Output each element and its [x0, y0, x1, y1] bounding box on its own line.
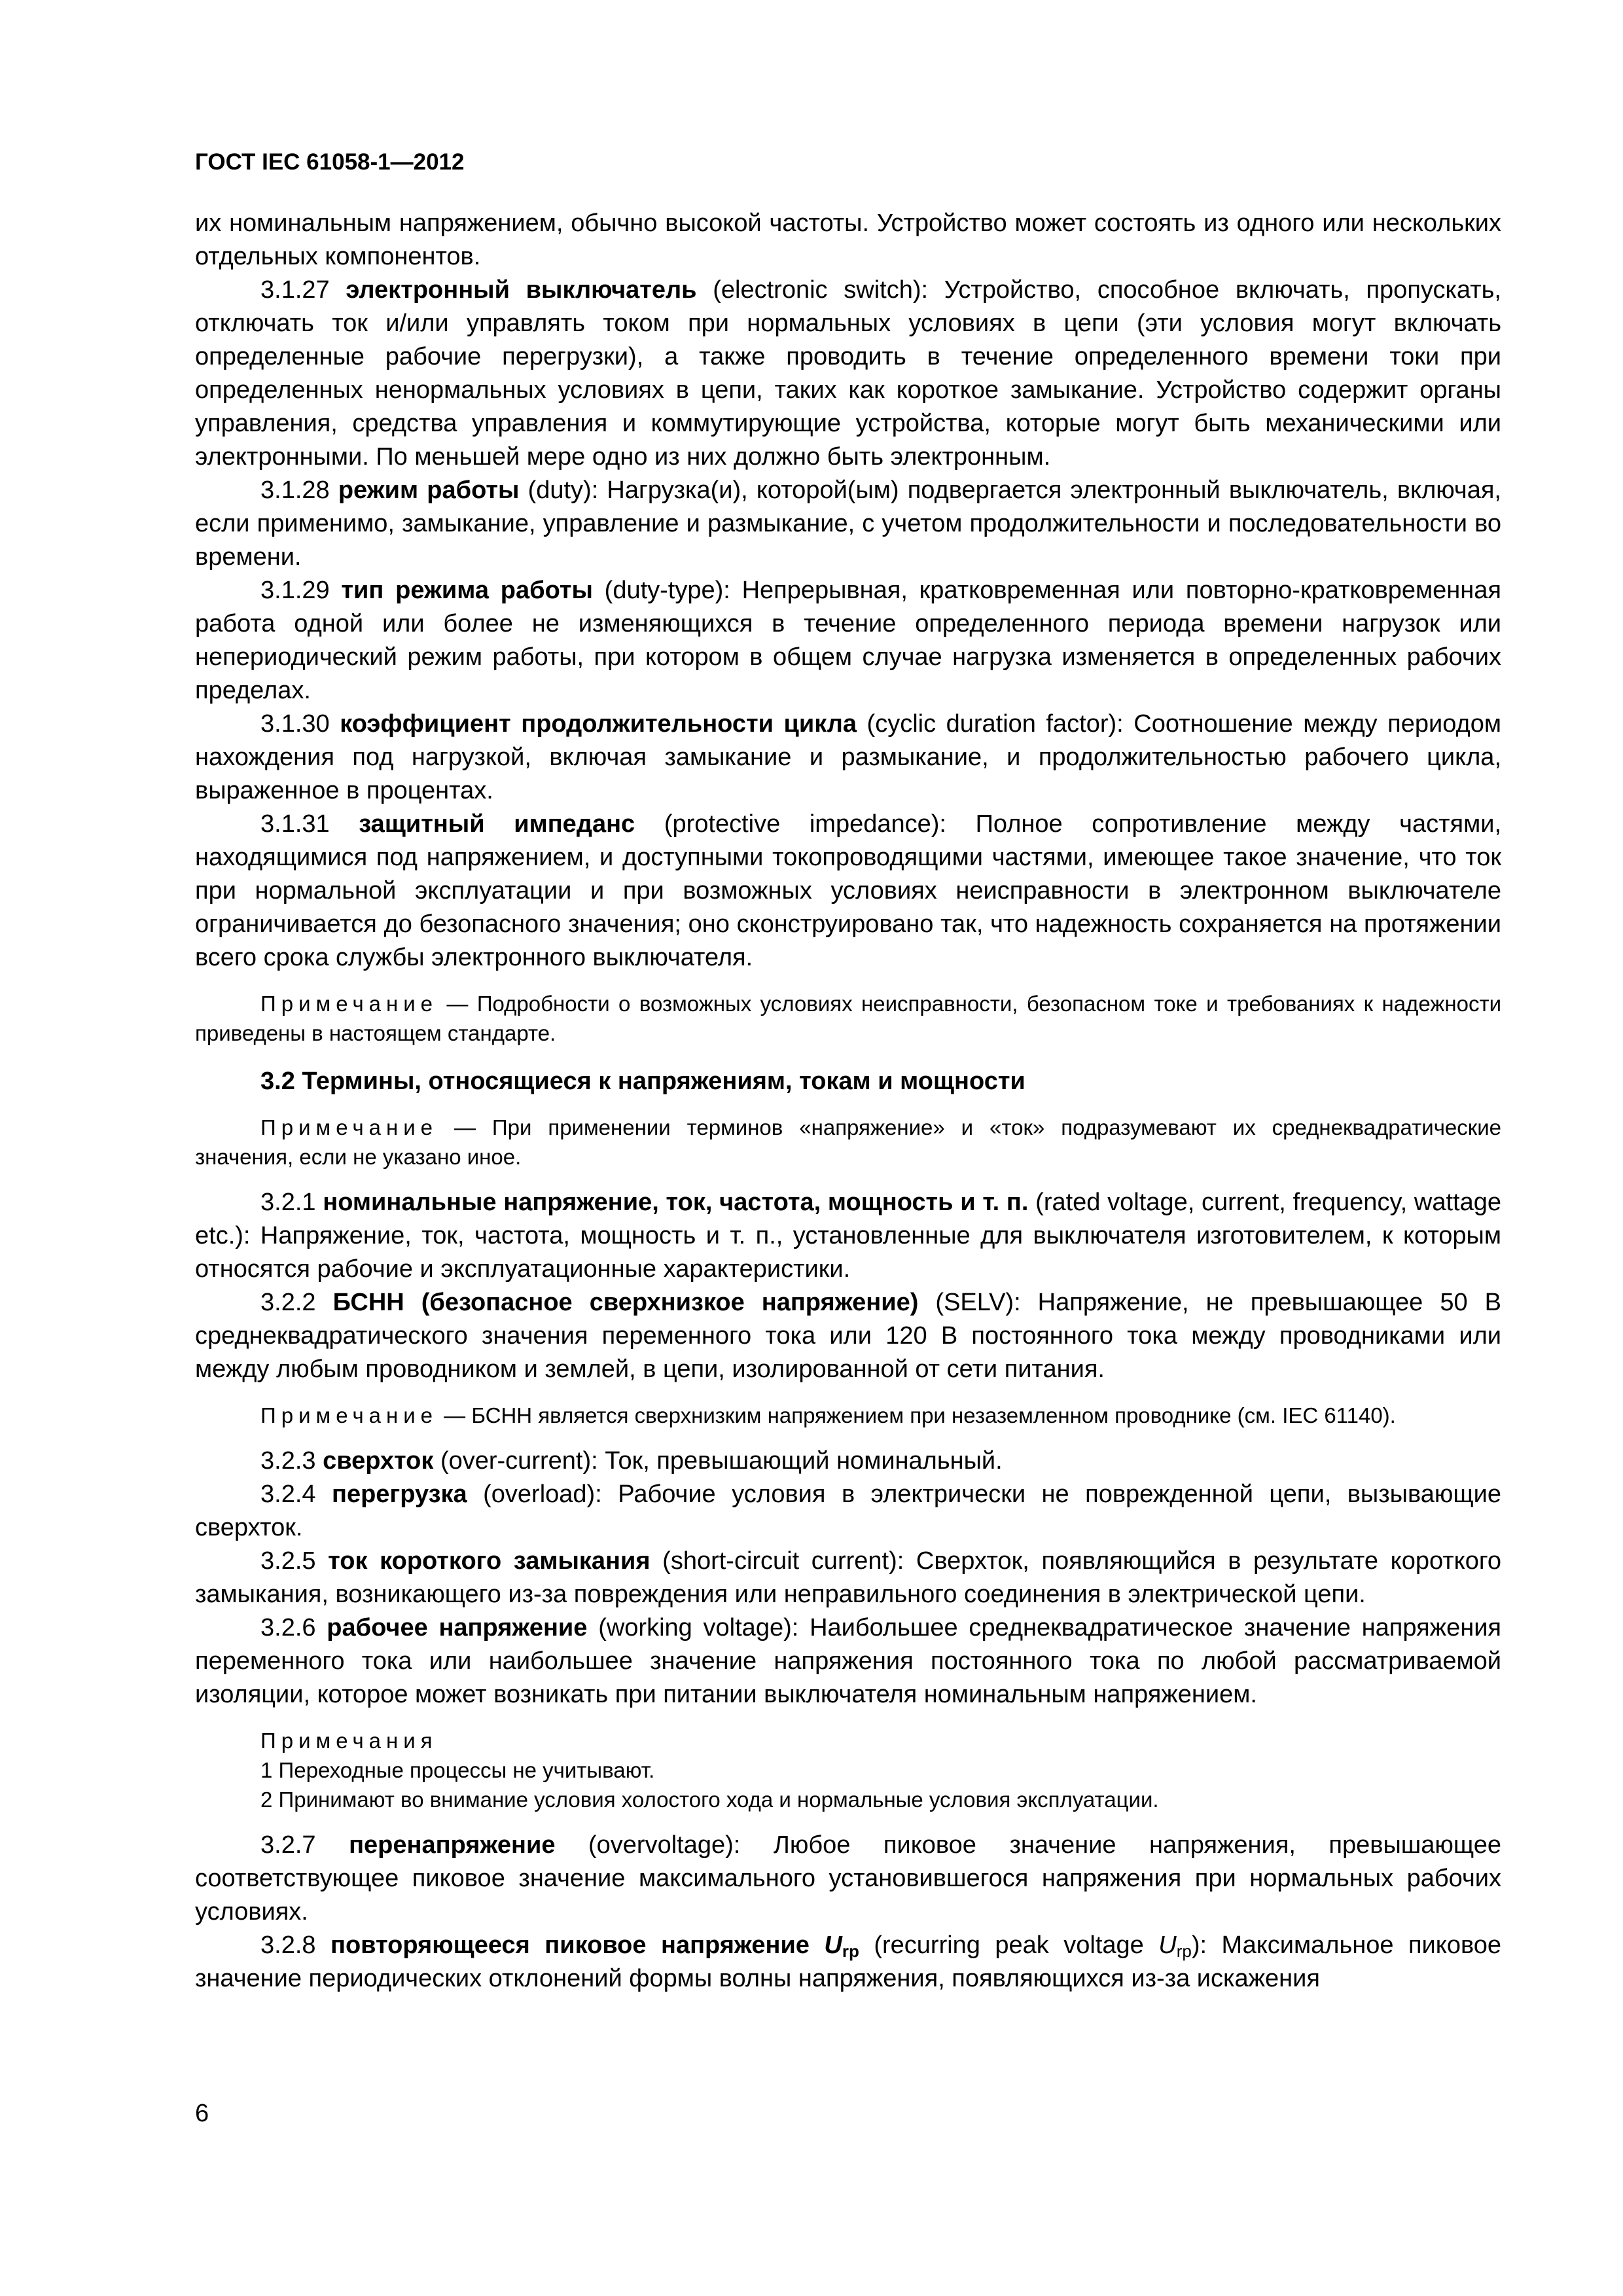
term-3-1-31: 3.1.31 защитный импеданс (protective impedance): Полное сопротивление между частями, находящимися под напряжением, и доступными токопроводящими частями, имеющее такое значение, что ток при нормальной эксплуатации и при возможных условиях неисправности в электронном выключателе ограничивается до безопасного значения; оно сконструировано так, что надежность сохраняется на протяжении всего срока службы электронного выключателя. — [195, 810, 1501, 971]
term-3-1-27: 3.1.27 электронный выключатель (electronic switch): Устройство, способное включать, пропускать, отключать ток и/или управлять током при нормальных условиях в цепи (эти условия могут включать определенные рабочие перегрузки), а также проводить в течение определенного времени токи при определенных ненормальных условиях в цепи, таких как короткое замыкание. Устройство содержит органы управления, средства управления и коммутирующие устройства, которые могут быть механическими или электронными. По меньшей мере одно из них должно быть электронным. — [195, 276, 1501, 471]
notes-item-2: 2 Принимают во внимание условия холостого хода и нормальные условия эксплуатации. — [260, 1787, 1159, 1812]
notes-item-1: 1 Переходные процессы не учитывают. — [260, 1758, 655, 1782]
term-3-2-4: 3.2.4 перегрузка (overload): Рабочие условия в электрически не поврежденной цепи, вызывающие сверхток. — [195, 1480, 1501, 1541]
document-header: ГОСТ IEC 61058-1—2012 — [195, 149, 465, 175]
document-body — [195, 207, 1501, 1996]
page-number: 6 — [195, 2100, 209, 2127]
term-3-2-8: 3.2.8 повторяющееся пиковое напряжение $U_{rp}$ (recurring peak voltage $U_{rp}$): Максимальное пиковое значение периодических отклонений формы волны напряжения, появляющихся из-за искажения — [195, 1931, 1502, 1992]
note-rms-values: Примечание — При применении терминов «напряжение» и «ток» подразумевают их среднеквадратические значения, если не указано иное. — [195, 1115, 1501, 1169]
term-3-2-5: 3.2.5 ток короткого замыкания (short-circuit current): Сверхток, появляющийся в результате короткого замыкания, возникающего из-за повреждения или неправильного соединения в электрической цепи. — [195, 1547, 1502, 1608]
term-3-2-3: 3.2.3 сверхток (over-current): Ток, превышающий номинальный. — [260, 1447, 1003, 1475]
term-3-1-28: 3.1.28 режим работы (duty): Нагрузка(и), которой(ым) подвергается электронный выключатель, включая, если применимо, замыкание, управление и размыкание, с учетом продолжительности и последовательности во времени. — [195, 476, 1501, 571]
notes-heading: Примечания — [260, 1729, 438, 1753]
term-3-2-6: 3.2.6 рабочее напряжение (working voltage): Наибольшее среднеквадратическое значение напряжения переменного тока или наибольшее значение напряжения постоянного тока по любой рассматриваемой изоляции, которое может возникать при питании выключателя номинальным напряжением. — [195, 1614, 1501, 1708]
note-reliability: Примечание — Подробности о возможных условиях неисправности, безопасном токе и требованиях к надежности приведены в настоящем стандарте. — [195, 992, 1501, 1045]
term-3-2-2: 3.2.2 БСНН (безопасное сверхнизкое напряжение) (SELV): Напряжение, не превышающее 50 В среднеквадратического значения переменного тока или 120 В постоянного тока между проводниками или между любым проводником и землей, в цепи, изолированной от сети питания. — [195, 1289, 1501, 1383]
section-heading-3-2: 3.2 Термины, относящиеся к напряжениям, токам и мощности — [260, 1067, 1026, 1095]
term-3-2-7: 3.2.7 перенапряжение (overvoltage): Любое пиковое значение напряжения, превышающее соответствующее пиковое значение максимального установившегося напряжения при нормальных рабочих условиях. — [195, 1831, 1502, 1926]
paragraph-continuation: их номинальным напряжением, обычно высокой частоты. Устройство может состоять из одного или нескольких отдельных компонентов. — [195, 209, 1501, 270]
note-selv: Примечание — БСНН является сверхнизким напряжением при незаземленном проводнике (см. IEC 61140). — [260, 1403, 1396, 1427]
term-3-2-1: 3.2.1 номинальные напряжение, ток, частота, мощность и т. п. (rated voltage, current, frequency, wattage etc.): Напряжение, ток, частота, мощность и т. п., установленные для выключателя изготовителем, к которым относятся рабочие и эксплуатационные характеристики. — [195, 1189, 1502, 1283]
term-3-1-30: 3.1.30 коэффициент продолжительности цикла (cyclic duration factor): Соотношение между периодом нахождения под нагрузкой, включая замыкание и размыкание, и продолжительностью рабочего цикла, выраженное в процентах. — [195, 710, 1501, 804]
term-3-1-29: 3.1.29 тип режима работы (duty-type): Непрерывная, кратковременная или повторно-кратковременная работа одной или более не изменяющихся в течение определенного периода времени нагрузок или непериодический режим работы, при котором в общем случае нагрузка изменяется в определенных рабочих пределах. — [195, 577, 1501, 704]
